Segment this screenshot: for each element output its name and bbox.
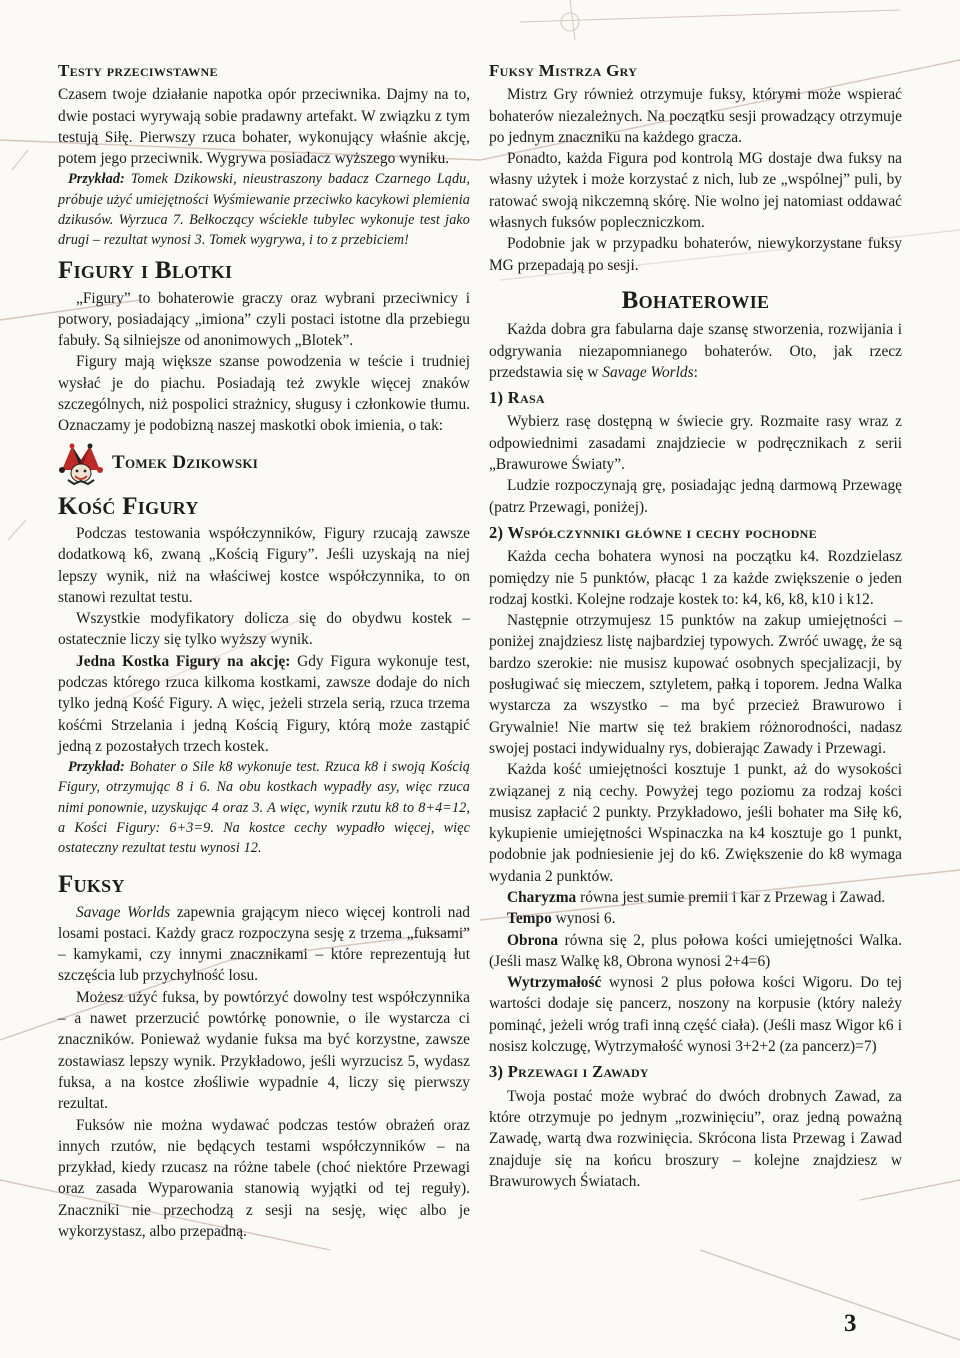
paragraph: Podobnie jak w przypadku bohaterów, niewykorzystane fuksy MG przepadają po sesji. bbox=[489, 235, 902, 274]
paragraph bbox=[58, 902, 470, 987]
paragraph: Ponadto, każda Figura pod kontrolą MG dostaje dwa fuksy na własny użytek i może korzystać z nich, lub ze „wspólnej” puli, by ratować swoją nikczemną skórę. Nie wolno jej natomiast oddawać własnych fuksów popleczniczkom. bbox=[489, 150, 902, 232]
bold-lead: Jedna Kostka Figury na akcję: bbox=[76, 652, 291, 670]
example-text: Tomek Dzikowski, nieustraszony badacz Czarnego Lądu, próbuje użyć umiejętności Wyśmiewanie przeciwko kacykowi plemienia dzikusów. Wyrzuca 7. Bełkoczący wściekle tubylec wykonuje test jako drugi – rezultat wynosi 3. Tomek wygrywa, i to z przebiciem! bbox=[58, 171, 470, 249]
page-number: 3 bbox=[844, 1310, 857, 1337]
paragraph bbox=[489, 972, 902, 1057]
heading-wspolczynniki: 2) Współczynniki główne i cechy pochodne bbox=[489, 522, 817, 542]
bold-lead: Obrona bbox=[507, 931, 559, 949]
paragraph-text: wynosi 2 plus połowa kości Wigoru. Do tej wartości dodaje się pancerz, noszony na korpusie (który należy pominąć, jeżeli wróg trafi inną część ciała). (Jeśli masz Wigor k6 i nosisz kolczugę, Wytrzymałość wynosi 3+2+2 (za pancerz)=7) bbox=[489, 974, 902, 1056]
paragraph: Figury mają większe szanse powodzenia w teście i trudniej wysłać je do piachu. Posiadają też zwykle więcej znaków szczególnych, niż pospolici strażnicy, sługusy i członkowie tłumu. Oznaczamy je podobizną naszej maskotki obok imienia, o tak: bbox=[58, 353, 470, 435]
bold-lead: Tempo bbox=[507, 910, 552, 928]
paragraph: Twoja postać może wybrać do dwóch drobnych Zawad, za które otrzymuje po jednym „rozwinięciu”, oraz jedną poważną Zawadę, wartą dwa rozwinięcia. Skrócona lista Przewag i Zawad znajduje się na końcu broszury – kolejne znajdziesz w Brawurowych Światach. bbox=[489, 1087, 902, 1190]
italic-title: Savage Worlds bbox=[76, 903, 171, 921]
bold-lead: Charyzma bbox=[507, 888, 577, 906]
paragraph: Mistrz Gry również otrzymuje fuksy, którymi może wspierać bohaterów niezależnych. Na początku sesji prowadzący otrzymuje po jednym znaczniku na każdego gracza. bbox=[489, 86, 902, 146]
heading-przewagi-i-zawady: 3) Przewagi i Zawady bbox=[489, 1062, 649, 1082]
paragraph-text: Każda dobra gra fabularna daje szansę stworzenia, rozwijania i odgrywania niezapomnianego bohaterów. Oto, jak rzecz przedstawia się w bbox=[489, 321, 902, 381]
example-label: Przykład: bbox=[68, 171, 125, 188]
paragraph: Następnie otrzymujesz 15 punktów na zakup umiejętności – poniżej znajdziesz listę najbardziej typowych. Zwróć uwagę, że są bardzo szerokie: nie musisz kupować osobnych specjalizacji, by posługiwać się mieczem, sztyletem, pałką i toporem. Jedna Walka wystarcza za wszystko – ma być przecież Brawurowo i Grywalnie! Nie martw się też brakiem różnorodności, nadasz swojej postaci indywidualny rys, dobierając Zawady i Przewagi. bbox=[489, 612, 902, 757]
paragraph: Czasem twoje działanie napotka opór przeciwnika. Dajmy na to, dwie postaci wyrywają sobie pradawny artefakt. W związku z tym testują Siłę. Pierwszy rzuca bohater, wykonujący właśnie akcję, potem jego przeciwnik. Wygrywa posiadacz wyższego wyniku. bbox=[58, 86, 470, 168]
paragraph-text: Gdy Figura wykonuje test, podczas którego rzuca kilkoma kostkami, zawsze dodaje do nich tylko jedną Kość Figury. A więc, jeżeli strzela serią, rzuca trzema kośćmi Strzelania i jedną Kością Figury, którą może zastąpić jedną z pozostałych trzech kostek. bbox=[58, 652, 470, 755]
paragraph: Każda cecha bohatera wynosi na początku k4. Rozdzielasz pomiędzy nie 5 punktów, płacąc 1 za każde zwiększenie o jeden rodzaj kostki. Kolejne rodzaje kostek to: k4, k6, k8, k10 i k12. bbox=[489, 548, 902, 608]
mascot-line bbox=[58, 440, 470, 486]
paragraph bbox=[489, 908, 902, 929]
paragraph-text: równa jest sumie premii i kar z Przewag i Zawad. bbox=[576, 888, 886, 906]
paragraph-end: : bbox=[693, 363, 698, 381]
paragraph bbox=[489, 887, 902, 908]
bold-lead: Wytrzymałość bbox=[507, 974, 602, 992]
paragraph: Fuksów nie można wydawać podczas testów obrażeń oraz innych rzutów, nie będących testami współczynników – na przykład, kiedy rzucasz na różne tabele (choć niektóre Przewagi oraz zasada Wyparowania stanowią wyjątki od tej reguły). Znaczniki nie przechodzą z sesji na sesję, więc albo je wykorzystasz, albo przepadną. bbox=[58, 1116, 470, 1240]
heading-figury-i-blotki: Figury i Blotki bbox=[58, 257, 233, 285]
example-label: Przykład: bbox=[68, 759, 125, 776]
paragraph bbox=[58, 651, 470, 757]
paragraph: Wszystkie modyfikatory dolicza się do obydwu kostek – ostatecznie liczy się tylko wyższy wynik. bbox=[58, 610, 470, 649]
paragraph-text: równa się 2, plus połowa kości umiejętności Walka. (Jeśli masz Walkę k8, Obrona wynosi 2+4=6) bbox=[489, 931, 902, 970]
example-text: Bohater o Sile k8 wykonuje test. Rzuca k8 i swoją Kością Figury, otrzymując 8 i 6. Na obu kostkach wypadły asy, więc rzuca nimi ponownie, uzyskując 4 oraz 3. A więc, wynik rzutu k8 to 8+4=12, a Kości Figury: 6+3=9. Na kostce cechy wypadło więcej, więc ostateczny rezultat testu wynosi 12. bbox=[58, 759, 470, 857]
paragraph: Wybierz rasę dostępną w świecie gry. Rozmaite rasy wraz z odpowiednimi zasadami znajdziecie w podręcznikach z serii „Brawurowe Światy”. bbox=[489, 413, 902, 474]
example-paragraph bbox=[58, 169, 470, 250]
example-paragraph bbox=[58, 757, 470, 858]
paragraph: „Figury” to bohaterowie graczy oraz wybrani przeciwnicy i potwory, posiadający „imiona” czyli postaci istotne dla przebiegu fabuły. Są silniejsze od anonimowych „Blotek”. bbox=[58, 289, 470, 350]
right-column bbox=[489, 56, 902, 1192]
italic-title: Savage Worlds bbox=[602, 363, 694, 381]
paragraph: Każda kość umiejętności kosztuje 1 punkt, aż do wysokości związanej z nią cechy. Powyżej tego poziomu za rodzaj kości musisz zapłacić 2 punkty. Przykładowo, jeśli bohater ma Siłę k6, kykupienie umiejętności Wspinaczka na k4 kosztuje go 1 punkt, podobnie jak podniesienie jej do k6. Zwiększenie do k8 wymaga wydania 2 punktów. bbox=[489, 761, 902, 885]
paragraph-text: wynosi 6. bbox=[551, 910, 616, 928]
paragraph: Ludzie rozpoczynają grę, posiadając jedną darmową Przewagę (patrz Przewagi, poniżej). bbox=[489, 477, 902, 516]
paragraph: Podczas testowania współczynników, Figury rzucają zawsze dodatkową k6, zwaną „Kością Figury”. Jeśli uzyskają na niej lepszy wynik, niż na właściwej kostce współczynnika, to on stanowi rezultat testu. bbox=[58, 524, 470, 606]
mascot-name: Tomek Dzikowski bbox=[112, 452, 259, 474]
paragraph-text: zapewnia grającym nieco więcej kontroli nad losami postaci. Każdy gracz rozpoczyna sesję z trzema „fuksami” – kamykami, czy innymi znacznikami – które reprezentują łut szczęścia lub przychylność losu. bbox=[58, 903, 470, 985]
jester-mascot-icon bbox=[58, 440, 104, 486]
heading-bohaterowie: Bohaterowie bbox=[621, 286, 770, 314]
paragraph: Możesz użyć fuksa, by powtórzyć dowolny test współczynnika – a nawet przerzucić powtórkę ponownie, o ile wystarcza ci znaczników. Ponieważ wydanie fuksa ma być korzystne, zawsze zostawiasz lepszy wynik. Przykładowo, jeśli wyrzucisz 5, wydasz fuksa, a na kostce złośliwie wypadnie 4, liczy się pierwszy rezultat. bbox=[58, 988, 470, 1113]
heading-rasa: 1) Rasa bbox=[489, 388, 545, 408]
heading-testy-przeciwstawne: Testy przeciwstawne bbox=[58, 61, 218, 80]
left-column bbox=[58, 56, 470, 1242]
heading-kosc-figury: Kość Figury bbox=[58, 492, 199, 520]
heading-fuksy-mistrza-gry: Fuksy Mistrza Gry bbox=[489, 61, 638, 80]
paragraph bbox=[489, 319, 902, 383]
heading-fuksy: Fuksy bbox=[58, 871, 125, 899]
paragraph bbox=[489, 930, 902, 973]
